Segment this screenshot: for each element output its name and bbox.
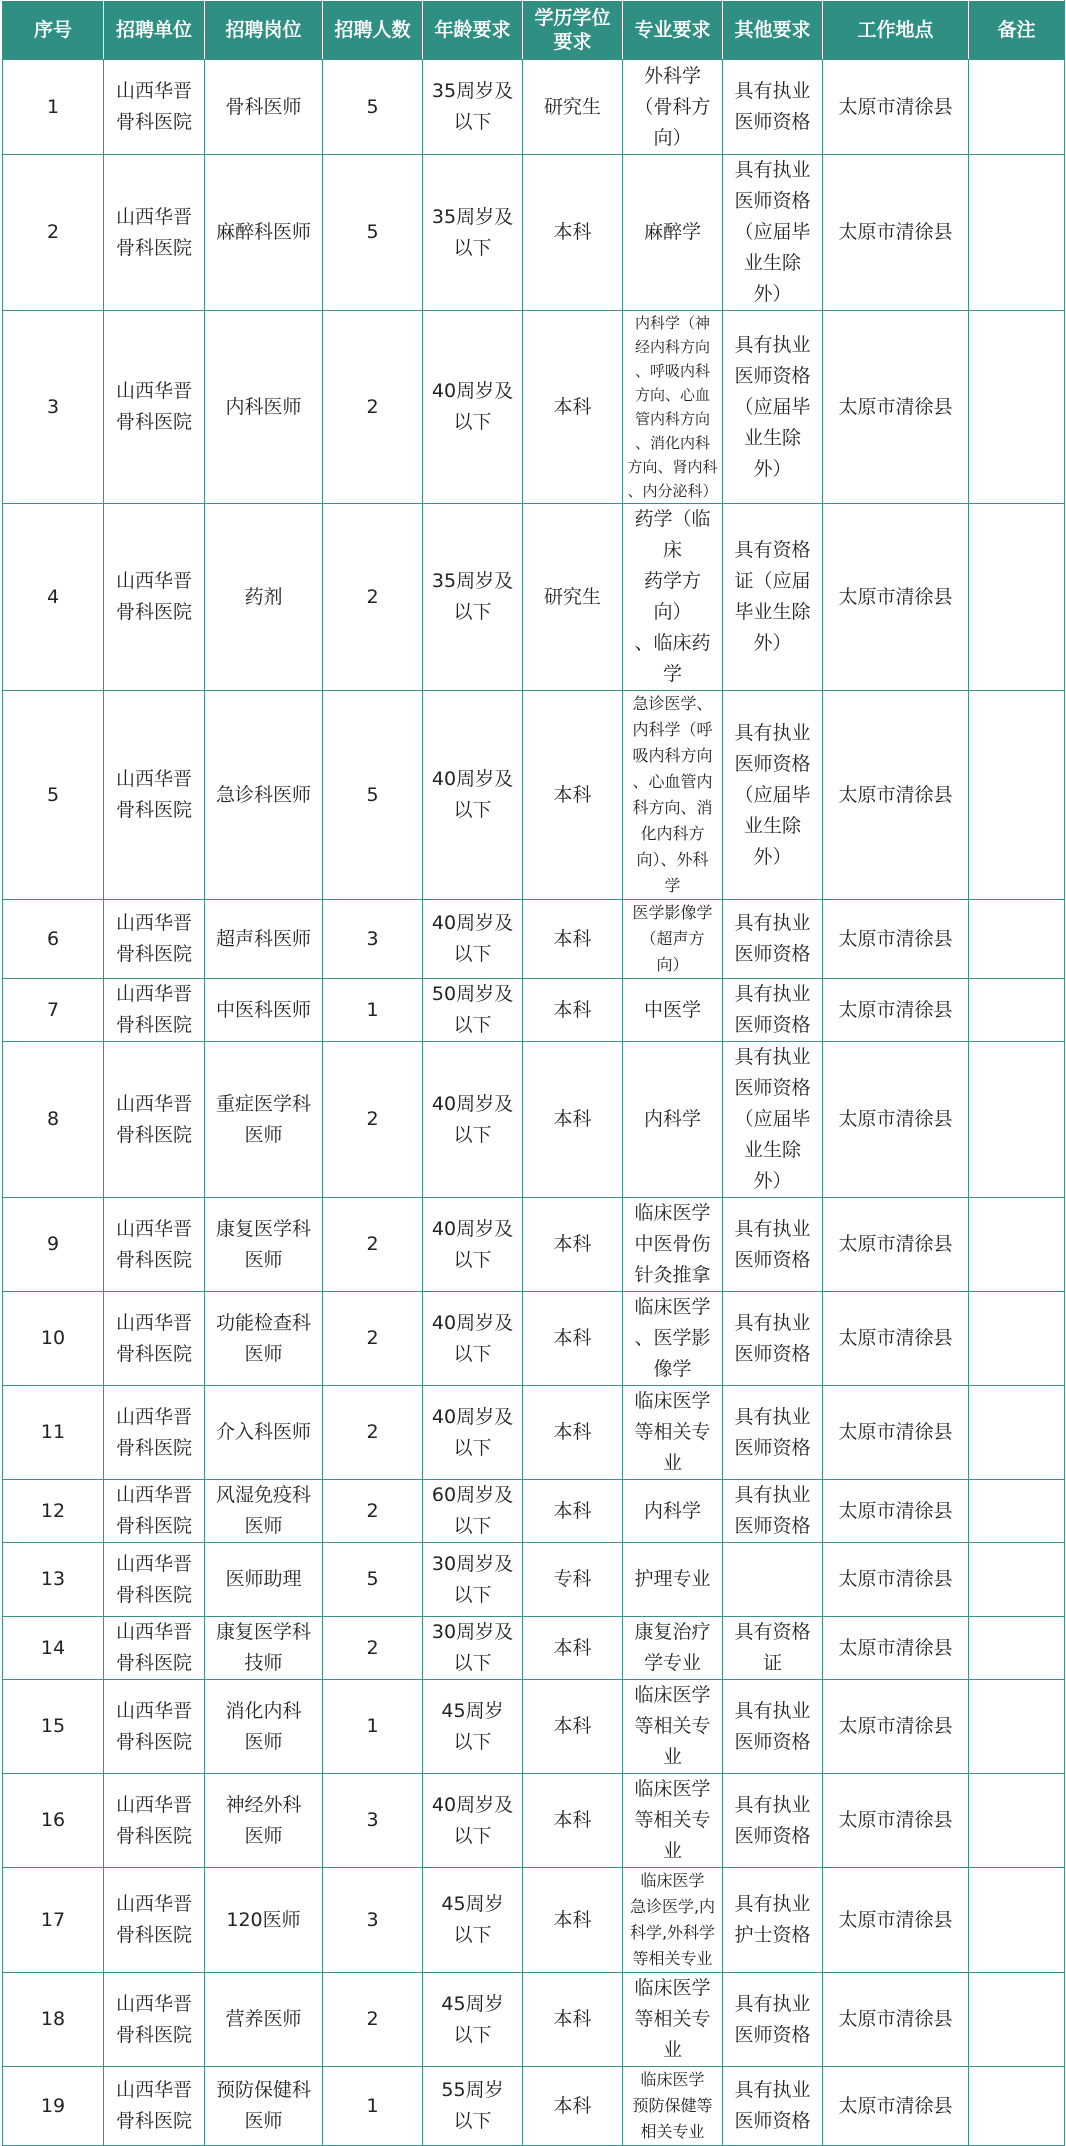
row-no: 9 [3, 1198, 104, 1292]
row-unit: 山西华晋 骨科医院 [104, 691, 205, 900]
row-count: 1 [323, 1680, 423, 1774]
table-row [3, 1774, 1065, 1868]
row-education: 本科 [523, 1617, 623, 1680]
row-age: 35周岁及 以下 [423, 504, 523, 691]
row-count: 5 [323, 691, 423, 900]
row-unit: 山西华晋 骨科医院 [104, 1543, 205, 1617]
row-education: 本科 [523, 979, 623, 1042]
row-age: 45周岁 以下 [423, 1868, 523, 1973]
row-count: 2 [323, 504, 423, 691]
row-major: 外科学 （骨科方 向） [623, 60, 723, 155]
table-row [3, 1198, 1065, 1292]
row-count: 5 [323, 60, 423, 155]
row-other: 具有执业 医师资格 [723, 2067, 823, 2146]
row-post: 介入科医师 [205, 1386, 323, 1480]
table-row [3, 60, 1065, 155]
row-post: 麻醉科医师 [205, 155, 323, 311]
row-education: 本科 [523, 1480, 623, 1543]
row-major: 内科学（神 经内科方向 、呼吸内科 方向、心血 管内科方向 、消化内科 方向、肾内科 、内分泌科） [623, 311, 723, 504]
header-no: 序号 [3, 1, 104, 60]
row-post: 内科医师 [205, 311, 323, 504]
header-age: 年龄要求 [423, 1, 523, 60]
row-major: 麻醉学 [623, 155, 723, 311]
row-major: 临床医学 等相关专业 [623, 1386, 723, 1480]
row-other: 具有执业 医师资格 [723, 979, 823, 1042]
row-age: 40周岁及 以下 [423, 900, 523, 979]
row-major: 临床医学 等相关专业 [623, 1973, 723, 2067]
row-other [723, 1543, 823, 1617]
row-place: 太原市清徐县 [823, 900, 969, 979]
row-note [969, 504, 1065, 691]
row-no: 3 [3, 311, 104, 504]
row-education: 研究生 [523, 504, 623, 691]
row-major: 药学（临床 药学方向） 、临床药学 [623, 504, 723, 691]
row-note [969, 1774, 1065, 1868]
row-education: 本科 [523, 1973, 623, 2067]
header-major: 专业要求 [623, 1, 723, 60]
row-other: 具有执业 护士资格 [723, 1868, 823, 1973]
table-row [3, 1617, 1065, 1680]
row-post: 康复医学科 技师 [205, 1617, 323, 1680]
table-header-row [3, 1, 1065, 60]
row-no: 14 [3, 1617, 104, 1680]
row-post: 超声科医师 [205, 900, 323, 979]
row-unit: 山西华晋 骨科医院 [104, 155, 205, 311]
row-unit: 山西华晋 骨科医院 [104, 1774, 205, 1868]
row-other: 具有执业 医师资格 （应届毕 业生除 外） [723, 1042, 823, 1198]
row-age: 40周岁及 以下 [423, 1292, 523, 1386]
table-row [3, 691, 1065, 900]
row-unit: 山西华晋 骨科医院 [104, 1480, 205, 1543]
row-age: 30周岁及 以下 [423, 1617, 523, 1680]
row-post: 骨科医师 [205, 60, 323, 155]
row-unit: 山西华晋 骨科医院 [104, 1868, 205, 1973]
row-count: 2 [323, 311, 423, 504]
row-major: 内科学 [623, 1480, 723, 1543]
table-row [3, 155, 1065, 311]
row-post: 神经外科 医师 [205, 1774, 323, 1868]
row-no: 2 [3, 155, 104, 311]
row-note [969, 1680, 1065, 1774]
row-other: 具有执业 医师资格 [723, 1480, 823, 1543]
row-unit: 山西华晋 骨科医院 [104, 311, 205, 504]
row-no: 19 [3, 2067, 104, 2146]
row-no: 12 [3, 1480, 104, 1543]
row-education: 本科 [523, 311, 623, 504]
row-post: 医师助理 [205, 1543, 323, 1617]
row-other: 具有执业 医师资格 [723, 1292, 823, 1386]
row-no: 10 [3, 1292, 104, 1386]
row-no: 15 [3, 1680, 104, 1774]
row-note [969, 1868, 1065, 1973]
row-unit: 山西华晋 骨科医院 [104, 1386, 205, 1480]
row-age: 40周岁及 以下 [423, 691, 523, 900]
row-age: 35周岁及 以下 [423, 155, 523, 311]
row-count: 1 [323, 2067, 423, 2146]
row-count: 5 [323, 155, 423, 311]
row-place: 太原市清徐县 [823, 1543, 969, 1617]
row-post: 急诊科医师 [205, 691, 323, 900]
recruitment-table-container [2, 0, 1064, 2146]
row-education: 本科 [523, 2067, 623, 2146]
row-note [969, 900, 1065, 979]
row-no: 16 [3, 1774, 104, 1868]
row-count: 2 [323, 1973, 423, 2067]
table-row [3, 1543, 1065, 1617]
row-no: 5 [3, 691, 104, 900]
row-count: 2 [323, 1386, 423, 1480]
row-major: 内科学 [623, 1042, 723, 1198]
row-place: 太原市清徐县 [823, 1680, 969, 1774]
row-education: 本科 [523, 1292, 623, 1386]
header-post: 招聘岗位 [205, 1, 323, 60]
row-major: 临床医学 中医骨伤 针灸推拿 [623, 1198, 723, 1292]
row-age: 45周岁 以下 [423, 1973, 523, 2067]
row-place: 太原市清徐县 [823, 1973, 969, 2067]
row-major: 急诊医学、 内科学（呼 吸内科方向 、心血管内 科方向、消 化内科方 向）、外科 学 [623, 691, 723, 900]
row-education: 研究生 [523, 60, 623, 155]
table-row [3, 900, 1065, 979]
row-education: 本科 [523, 1198, 623, 1292]
row-count: 2 [323, 1617, 423, 1680]
row-note [969, 60, 1065, 155]
row-no: 18 [3, 1973, 104, 2067]
row-unit: 山西华晋 骨科医院 [104, 979, 205, 1042]
row-other: 具有执业 医师资格 [723, 1973, 823, 2067]
row-count: 1 [323, 979, 423, 1042]
row-education: 本科 [523, 155, 623, 311]
row-count: 3 [323, 900, 423, 979]
header-count: 招聘人数 [323, 1, 423, 60]
header-education: 学历学位 要求 [523, 1, 623, 60]
row-major: 护理专业 [623, 1543, 723, 1617]
row-no: 6 [3, 900, 104, 979]
row-place: 太原市清徐县 [823, 60, 969, 155]
table-row [3, 2067, 1065, 2146]
recruitment-table [2, 0, 1065, 2146]
row-major: 临床医学 等相关专业 [623, 1680, 723, 1774]
row-unit: 山西华晋 骨科医院 [104, 2067, 205, 2146]
row-place: 太原市清徐县 [823, 1386, 969, 1480]
row-age: 55周岁 以下 [423, 2067, 523, 2146]
row-place: 太原市清徐县 [823, 979, 969, 1042]
row-education: 本科 [523, 1680, 623, 1774]
row-major: 中医学 [623, 979, 723, 1042]
row-count: 5 [323, 1543, 423, 1617]
row-other: 具有执业 医师资格 （应届毕 业生除 外） [723, 155, 823, 311]
row-major: 临床医学 等相关专业 [623, 1774, 723, 1868]
row-major: 临床医学 急诊医学,内 科学,外科学 等相关专业 [623, 1868, 723, 1973]
table-row [3, 1680, 1065, 1774]
row-age: 40周岁及 以下 [423, 1774, 523, 1868]
row-unit: 山西华晋 骨科医院 [104, 1292, 205, 1386]
row-major: 医学影像学 （超声方 向） [623, 900, 723, 979]
row-age: 45周岁 以下 [423, 1680, 523, 1774]
row-age: 40周岁及 以下 [423, 1386, 523, 1480]
header-note: 备注 [969, 1, 1065, 60]
row-note [969, 1292, 1065, 1386]
row-post: 重症医学科 医师 [205, 1042, 323, 1198]
header-place: 工作地点 [823, 1, 969, 60]
row-other: 具有执业 医师资格 [723, 1386, 823, 1480]
row-count: 2 [323, 1292, 423, 1386]
header-unit: 招聘单位 [104, 1, 205, 60]
row-post: 功能检查科 医师 [205, 1292, 323, 1386]
row-other: 具有执业 医师资格 （应届毕 业生除 外） [723, 691, 823, 900]
table-row [3, 1973, 1065, 2067]
row-count: 3 [323, 1868, 423, 1973]
row-post: 120医师 [205, 1868, 323, 1973]
table-row [3, 311, 1065, 504]
row-other: 具有执业 医师资格 [723, 1198, 823, 1292]
row-no: 8 [3, 1042, 104, 1198]
row-note [969, 1386, 1065, 1480]
row-post: 康复医学科 医师 [205, 1198, 323, 1292]
row-note [969, 1543, 1065, 1617]
row-note [969, 979, 1065, 1042]
row-note [969, 1198, 1065, 1292]
row-place: 太原市清徐县 [823, 155, 969, 311]
row-education: 本科 [523, 900, 623, 979]
row-place: 太原市清徐县 [823, 691, 969, 900]
row-education: 本科 [523, 1774, 623, 1868]
table-row [3, 1042, 1065, 1198]
row-post: 消化内科 医师 [205, 1680, 323, 1774]
row-place: 太原市清徐县 [823, 1198, 969, 1292]
row-unit: 山西华晋 骨科医院 [104, 504, 205, 691]
row-note [969, 1042, 1065, 1198]
row-note [969, 691, 1065, 900]
row-other: 具有执业 医师资格 （应届毕 业生除 外） [723, 311, 823, 504]
row-age: 40周岁及 以下 [423, 1042, 523, 1198]
row-other: 具有资格 证（应届 毕业生除 外） [723, 504, 823, 691]
row-place: 太原市清徐县 [823, 1617, 969, 1680]
row-no: 13 [3, 1543, 104, 1617]
row-major: 康复治疗 学专业 [623, 1617, 723, 1680]
row-post: 中医科医师 [205, 979, 323, 1042]
row-unit: 山西华晋 骨科医院 [104, 1198, 205, 1292]
row-age: 40周岁及 以下 [423, 311, 523, 504]
row-age: 30周岁及 以下 [423, 1543, 523, 1617]
row-no: 4 [3, 504, 104, 691]
row-unit: 山西华晋 骨科医院 [104, 1617, 205, 1680]
row-unit: 山西华晋 骨科医院 [104, 1680, 205, 1774]
row-other: 具有执业 医师资格 [723, 1680, 823, 1774]
row-education: 本科 [523, 1042, 623, 1198]
row-count: 3 [323, 1774, 423, 1868]
row-place: 太原市清徐县 [823, 1868, 969, 1973]
row-place: 太原市清徐县 [823, 1042, 969, 1198]
row-other: 具有资格 证 [723, 1617, 823, 1680]
table-row [3, 1480, 1065, 1543]
row-place: 太原市清徐县 [823, 504, 969, 691]
row-education: 本科 [523, 691, 623, 900]
row-note [969, 155, 1065, 311]
table-row [3, 1386, 1065, 1480]
row-note [969, 311, 1065, 504]
row-education: 本科 [523, 1868, 623, 1973]
row-age: 60周岁及 以下 [423, 1480, 523, 1543]
row-note [969, 2067, 1065, 2146]
row-other: 具有执业 医师资格 [723, 1774, 823, 1868]
row-age: 40周岁及 以下 [423, 1198, 523, 1292]
row-no: 11 [3, 1386, 104, 1480]
row-major: 临床医学 、医学影 像学 [623, 1292, 723, 1386]
row-note [969, 1480, 1065, 1543]
row-place: 太原市清徐县 [823, 1480, 969, 1543]
row-post: 营养医师 [205, 1973, 323, 2067]
row-no: 7 [3, 979, 104, 1042]
row-place: 太原市清徐县 [823, 2067, 969, 2146]
row-count: 2 [323, 1042, 423, 1198]
row-age: 35周岁及 以下 [423, 60, 523, 155]
table-row [3, 1292, 1065, 1386]
row-major: 临床医学 预防保健等 相关专业 [623, 2067, 723, 2146]
row-place: 太原市清徐县 [823, 311, 969, 504]
row-no: 17 [3, 1868, 104, 1973]
row-unit: 山西华晋 骨科医院 [104, 1042, 205, 1198]
row-other: 具有执业 医师资格 [723, 60, 823, 155]
row-age: 50周岁及 以下 [423, 979, 523, 1042]
header-other: 其他要求 [723, 1, 823, 60]
row-count: 2 [323, 1198, 423, 1292]
row-education: 专科 [523, 1543, 623, 1617]
row-education: 本科 [523, 1386, 623, 1480]
row-no: 1 [3, 60, 104, 155]
row-place: 太原市清徐县 [823, 1292, 969, 1386]
row-unit: 山西华晋 骨科医院 [104, 1973, 205, 2067]
row-post: 药剂 [205, 504, 323, 691]
row-post: 预防保健科 医师 [205, 2067, 323, 2146]
row-unit: 山西华晋 骨科医院 [104, 900, 205, 979]
row-unit: 山西华晋 骨科医院 [104, 60, 205, 155]
table-row [3, 979, 1065, 1042]
table-row [3, 504, 1065, 691]
row-other: 具有执业 医师资格 [723, 900, 823, 979]
row-place: 太原市清徐县 [823, 1774, 969, 1868]
row-post: 风湿免疫科 医师 [205, 1480, 323, 1543]
row-note [969, 1973, 1065, 2067]
row-count: 2 [323, 1480, 423, 1543]
row-note [969, 1617, 1065, 1680]
table-row [3, 1868, 1065, 1973]
